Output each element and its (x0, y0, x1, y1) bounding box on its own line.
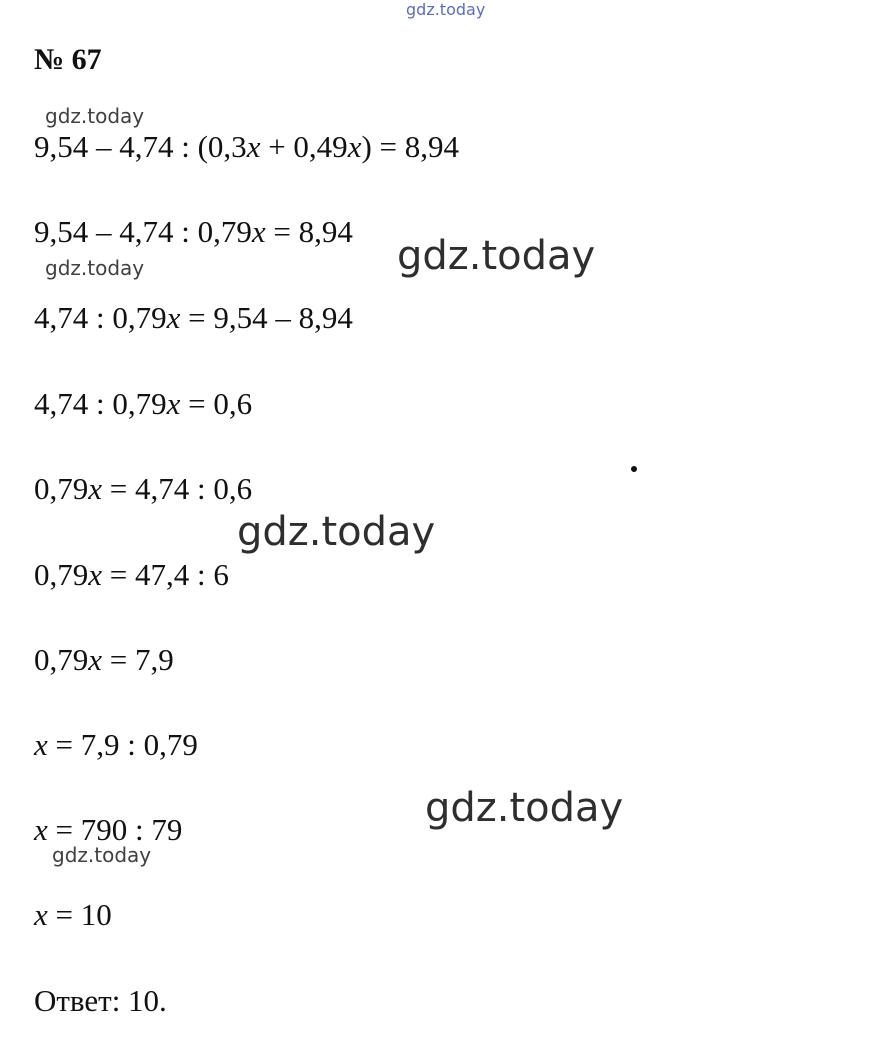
watermark-top: gdz.today (406, 0, 486, 19)
watermark-small: gdz.today (45, 256, 145, 280)
problem-number: № 67 (34, 43, 102, 76)
equation-line-9: x = 790 : 79 (34, 812, 183, 847)
equation-line-6: 0,79x = 47,4 : 6 (34, 557, 229, 592)
equation-line-5: 0,79x = 4,74 : 0,6 (34, 471, 253, 506)
equation-line-4: 4,74 : 0,79x = 0,6 (34, 386, 253, 421)
equation-line-8: x = 7,9 : 0,79 (34, 727, 198, 762)
stray-dot (631, 466, 637, 472)
equation-line-1: 9,54 – 4,74 : (0,3x + 0,49x) = 8,94 (34, 129, 460, 164)
watermark-small: gdz.today (45, 104, 145, 128)
watermark-large: gdz.today (425, 785, 624, 831)
answer-line: Ответ: 10. (34, 983, 167, 1018)
watermark-large: gdz.today (397, 233, 596, 279)
watermark-large: gdz.today (237, 509, 436, 555)
watermark-small: gdz.today (52, 843, 152, 867)
equation-line-10: x = 10 (34, 897, 112, 932)
equation-line-2: 9,54 – 4,74 : 0,79x = 8,94 (34, 214, 353, 249)
equation-line-7: 0,79x = 7,9 (34, 642, 174, 677)
equation-line-3: 4,74 : 0,79x = 9,54 – 8,94 (34, 300, 353, 335)
